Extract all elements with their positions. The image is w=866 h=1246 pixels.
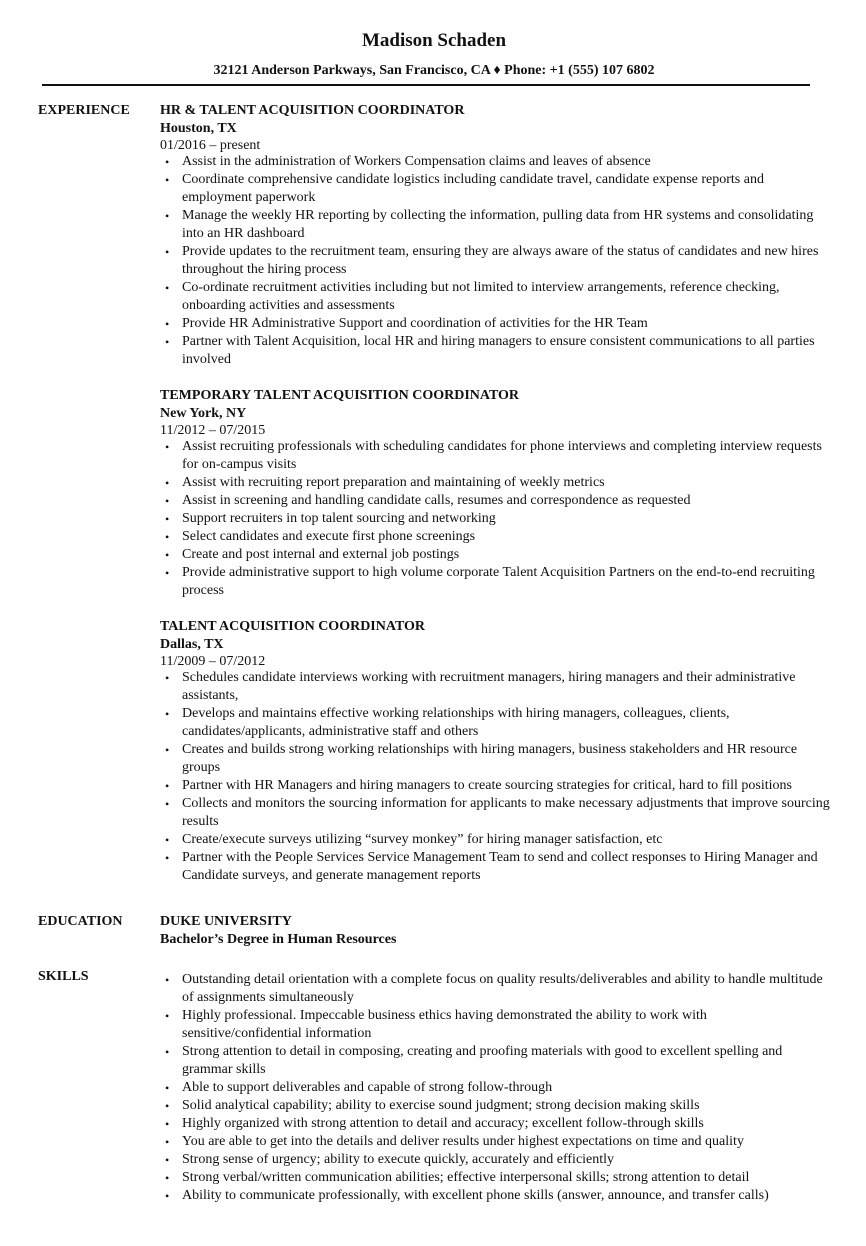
job-dates: 01/2016 – present xyxy=(160,138,261,153)
job-bullet: • Co-ordinate recruitment activities including but not limited to interview arrangements, reference checking, onboarding activities and assessments xyxy=(182,279,830,315)
job-title: TALENT ACQUISITION COORDINATOR xyxy=(160,619,426,634)
header-divider xyxy=(42,84,810,86)
job-bullet: • Collects and monitors the sourcing information for applicants to make necessary adjustments that improve sourcing results xyxy=(182,795,830,831)
job-entry xyxy=(160,387,830,600)
skills-label: SKILLS xyxy=(38,969,89,984)
candidate-name: Madison Schaden xyxy=(361,30,507,51)
education-body xyxy=(160,913,830,949)
job-bullets xyxy=(160,153,830,369)
skill-item: • Highly organized with strong attention to detail and accuracy; excellent follow-through skills xyxy=(182,1115,830,1133)
skill-item: • Strong attention to detail in composing, creating and proofing materials with good to excellent spelling and grammar skills xyxy=(182,1043,830,1079)
skill-item: • Strong sense of urgency; ability to execute quickly, accurately and efficiently xyxy=(182,1151,830,1169)
job-bullet: • Create and post internal and external job postings xyxy=(182,546,830,564)
experience-body xyxy=(160,102,830,885)
skill-item: • Outstanding detail orientation with a complete focus on quality results/deliverables and ability to handle multitude of assignments simultaneously xyxy=(182,971,830,1007)
job-bullet: • Assist in the administration of Workers Compensation claims and leaves of absence xyxy=(182,153,830,171)
experience-section xyxy=(38,102,830,885)
degree: Bachelor’s Degree in Human Resources xyxy=(160,932,397,947)
job-bullet: • Provide administrative support to high volume corporate Talent Acquisition Partners on the end-to-end recruiting process xyxy=(182,564,830,600)
job-bullet: • Provide updates to the recruitment team, ensuring they are always aware of the status of candidates and new hires throughout the hiring process xyxy=(182,243,830,279)
job-location: New York, NY xyxy=(160,406,247,421)
education-label: EDUCATION xyxy=(38,914,123,929)
job-bullet: • Schedules candidate interviews working with recruitment managers, hiring managers and their administrative assistants, xyxy=(182,669,830,705)
job-entry xyxy=(160,102,830,369)
job-bullet: • Partner with Talent Acquisition, local HR and hiring managers to ensure consistent communications to all parties involved xyxy=(182,333,830,369)
job-bullets xyxy=(160,438,830,600)
job-bullet: • Create/execute surveys utilizing “survey monkey” for hiring manager satisfaction, etc xyxy=(182,831,830,849)
job-bullet: • Assist in screening and handling candidate calls, resumes and correspondence as requested xyxy=(182,492,830,510)
skill-item: • Solid analytical capability; ability to exercise sound judgment; strong decision making skills xyxy=(182,1097,830,1115)
job-location: Dallas, TX xyxy=(160,637,224,652)
skill-item: • Highly professional. Impeccable business ethics having demonstrated the ability to work with sensitive/confidential information xyxy=(182,1007,830,1043)
job-bullet: • Develops and maintains effective working relationships with hiring managers, colleagues, clients, candidates/applicants, administrative staff and others xyxy=(182,705,830,741)
job-title: HR & TALENT ACQUISITION COORDINATOR xyxy=(160,103,465,118)
skills-body xyxy=(160,968,830,1205)
job-entry xyxy=(160,618,830,885)
job-dates: 11/2012 – 07/2015 xyxy=(160,423,266,438)
job-location: Houston, TX xyxy=(160,121,237,136)
skill-item: • Ability to communicate professionally, with excellent phone skills (answer, announce, and transfer calls) xyxy=(182,1187,830,1205)
school-name: DUKE UNIVERSITY xyxy=(160,914,292,929)
skills-list xyxy=(160,971,830,1205)
job-bullet: • Manage the weekly HR reporting by collecting the information, pulling data from HR systems and consolidating into an HR dashboard xyxy=(182,207,830,243)
contact-line: 32121 Anderson Parkways, San Francisco, CA ♦ Phone: +1 (555) 107 6802 xyxy=(213,63,655,78)
job-bullet: • Provide HR Administrative Support and coordination of activities for the HR Team xyxy=(182,315,830,333)
job-bullet: • Partner with HR Managers and hiring managers to create sourcing strategies for critical, hard to fill positions xyxy=(182,777,830,795)
experience-label: EXPERIENCE xyxy=(38,103,130,118)
skills-section xyxy=(38,968,830,1205)
job-bullet: • Select candidates and execute first phone screenings xyxy=(182,528,830,546)
job-dates: 11/2009 – 07/2012 xyxy=(160,654,266,669)
job-bullet: • Coordinate comprehensive candidate logistics including candidate travel, candidate expense reports and employment paperwork xyxy=(182,171,830,207)
skill-item: • Strong verbal/written communication abilities; effective interpersonal skills; strong attention to detail xyxy=(182,1169,830,1187)
skill-item: • Able to support deliverables and capable of strong follow-through xyxy=(182,1079,830,1097)
job-bullet: • Assist recruiting professionals with scheduling candidates for phone interviews and completing interview requests for on-campus visits xyxy=(182,438,830,474)
job-bullet: • Support recruiters in top talent sourcing and networking xyxy=(182,510,830,528)
job-bullets xyxy=(160,669,830,885)
skill-item: • You are able to get into the details and deliver results under highest expectations on time and quality xyxy=(182,1133,830,1151)
education-section xyxy=(38,913,830,949)
job-title: TEMPORARY TALENT ACQUISITION COORDINATOR xyxy=(160,388,520,403)
job-bullet: • Partner with the People Services Service Management Team to send and collect responses to Hiring Manager and Candidate surveys, and generate management reports xyxy=(182,849,830,885)
job-bullet: • Assist with recruiting report preparation and maintaining of weekly metrics xyxy=(182,474,830,492)
job-bullet: • Creates and builds strong working relationships with hiring managers, business stakeholders and HR resource groups xyxy=(182,741,830,777)
